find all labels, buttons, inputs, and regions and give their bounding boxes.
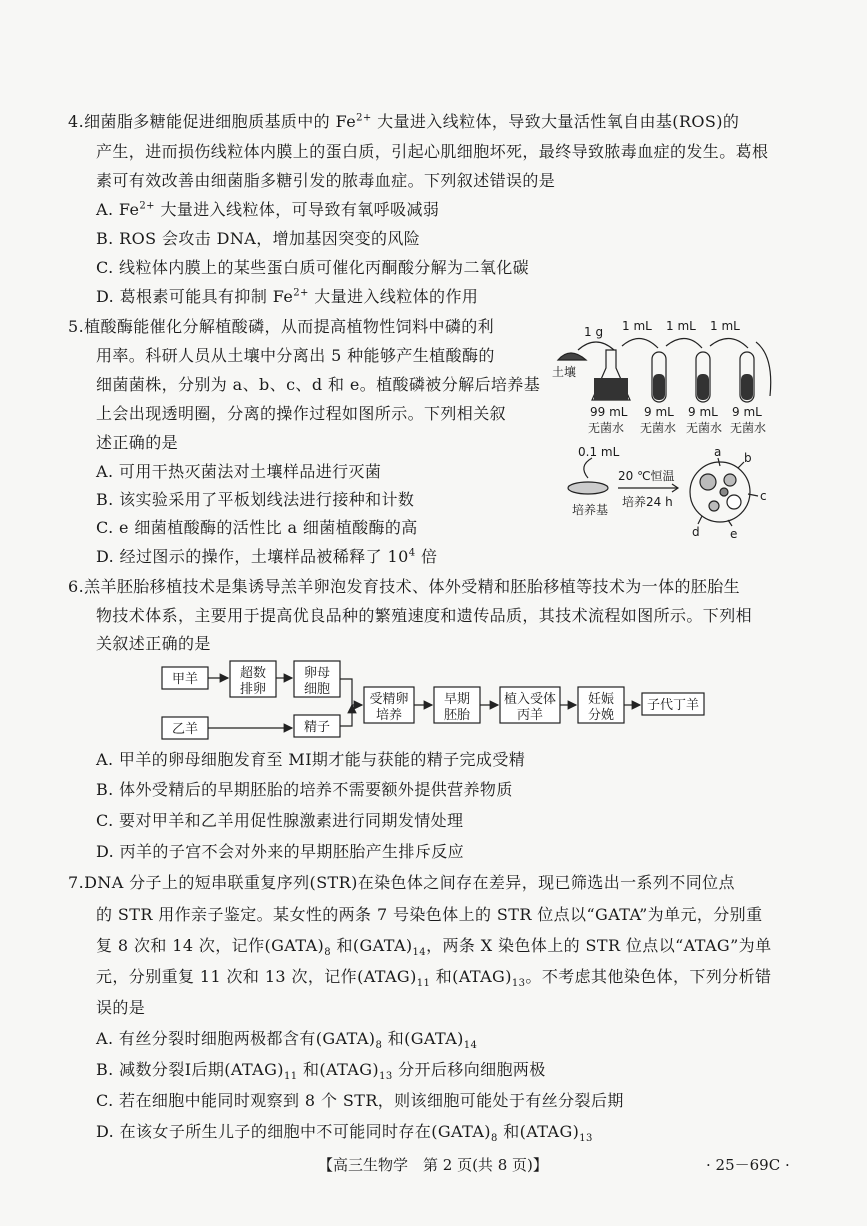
label-water-1: 无菌水 <box>588 421 625 435</box>
node-shoujingluan-2: 培养 <box>375 708 403 723</box>
node-shoujingluan-1: 受精卵 <box>369 692 409 707</box>
label-temperature: 20 ℃恒温 <box>618 469 675 483</box>
label-colony-b: b <box>744 451 752 465</box>
q5-option-b: B. 该实验采用了平板划线法进行接种和计数 <box>96 490 415 509</box>
q5-option-c: C. e 细菌植酸酶的活性比 a 细菌植酸酶的高 <box>96 518 418 537</box>
q4-option-d: D. 葛根素可能具有抑制 $Fe^{2+}$ 大量进入线粒体的作用 <box>96 287 479 306</box>
q7-stem-line-5: 误的是 <box>96 998 146 1017</box>
node-renshen-2: 分娩 <box>587 708 615 723</box>
q7-option-a: A. 有丝分裂时细胞两极都含有$(GATA)_8$ 和$(GATA)_{14}$ <box>96 1029 478 1052</box>
label-1g: 1 g <box>584 325 604 339</box>
q5-stem-line-4: 上会出现透明圈，分离的操作过程如图所示。下列相关叙 <box>96 404 507 423</box>
q7-stem-line-3: 复 8 次和 14 次，记作$(GATA)_8$ 和$(GATA)_{14}$，两条 X 染色体上的 STR 位点以“ATAG”为单 <box>96 936 772 959</box>
q4-number: 4. <box>68 112 85 131</box>
q6-option-b: B. 体外受精后的早期胚胎的培养不需要额外提供营养物质 <box>96 780 513 799</box>
node-jingzi: 精子 <box>303 720 331 735</box>
node-zaoqi-2: 胚胎 <box>443 708 471 723</box>
q5-stem-line-5: 述正确的是 <box>96 433 179 452</box>
label-1ml-c: 1 mL <box>710 319 740 333</box>
node-renshen-1: 妊娠 <box>587 692 615 707</box>
q7-stem-line-2: 的 STR 用作亲子鉴定。某女性的两条 7 号染色体上的 STR 位点以“GATA”为单元，分别重 <box>96 905 763 924</box>
q4-stem-line-3: 素可有效改善由细菌脂多糖引发的脓毒血症。下列叙述错误的是 <box>96 171 556 190</box>
label-0.1ml: 0.1 mL <box>578 445 620 459</box>
q5-stem-line-3: 细菌菌株，分别为 a、b、c、d 和 e。植酸磷被分解后培养基 <box>96 375 541 394</box>
q6-option-d: D. 丙羊的子宫不会对外来的早期胚胎产生排斥反应 <box>96 842 465 861</box>
exam-code: · 25－69C · <box>706 1156 790 1174</box>
node-zhiru-2: 丙羊 <box>516 708 544 723</box>
label-9ml-a: 9 mL <box>644 405 674 419</box>
q4-stem-line-2: 产生，进而损伤线粒体内膜上的蛋白质，引起心肌细胞坏死，最终导致脓毒血症的发生。葛根 <box>96 142 769 161</box>
node-zhiru-1: 植入受体 <box>503 692 557 707</box>
q4-option-c: C. 线粒体内膜上的某些蛋白质可催化丙酮酸分解为二氧化碳 <box>96 258 530 277</box>
q5-number: 5. <box>68 317 85 336</box>
label-time: 培养24 h <box>622 495 673 509</box>
page-footer: 【高三生物学 第 2 页(共 8 页)】 <box>318 1156 548 1174</box>
q7-stem-line-1: 7.DNA 分子上的短串联重复序列(STR)在染色体之间存在差异，现已筛选出一系列不同位点 <box>68 873 735 892</box>
q5-dilution-figure <box>548 316 778 560</box>
node-zaoqi-1: 早期 <box>443 692 471 707</box>
q6-stem-line-3: 关叙述正确的是 <box>96 634 211 653</box>
label-9ml-b: 9 mL <box>688 405 718 419</box>
q6-stem-line-1: 6.羔羊胚胎移植技术是集诱导羔羊卵泡发育技术、体外受精和胚胎移植等技术为一体的胚胎生 <box>68 577 741 596</box>
q7-option-d: D. 在该女子所生儿子的细胞中不可能同时存在$(GATA)_8$ 和$(ATAG)_{13}$ <box>96 1122 593 1145</box>
label-water-2: 无菌水 <box>640 421 677 435</box>
node-jia-yang: 甲羊 <box>171 672 199 687</box>
q5-option-a: A. 可用干热灭菌法对土壤样品进行灭菌 <box>96 462 382 481</box>
node-yi-yang: 乙羊 <box>171 722 199 737</box>
q5-stem-line-2: 用率。科研人员从土壤中分离出 5 种能够产生植酸酶的 <box>96 346 495 365</box>
label-99ml: 99 mL <box>590 405 628 419</box>
label-water-4: 无菌水 <box>730 421 767 435</box>
node-chaoshu-1: 超数 <box>239 666 267 681</box>
label-water-3: 无菌水 <box>686 421 723 435</box>
q6-flow-chart <box>158 657 718 745</box>
label-1ml-a: 1 mL <box>622 319 652 333</box>
q5-option-d: D. 经过图示的操作，土壤样品被稀释了 $10^4$ 倍 <box>96 547 438 566</box>
label-1ml-b: 1 mL <box>666 319 696 333</box>
label-9ml-c: 9 mL <box>732 405 762 419</box>
label-colony-e: e <box>730 527 738 541</box>
q7-option-c: C. 若在细胞中能同时观察到 8 个 STR，则该细胞可能处于有丝分裂后期 <box>96 1091 624 1110</box>
node-chaoshu-2: 排卵 <box>239 682 267 697</box>
q7-option-b: B. 减数分裂Ⅰ后期$(ATAG)_{11}$ 和$(ATAG)_{13}$ 分开后移向细胞两极 <box>96 1060 546 1083</box>
q6-option-a: A. 甲羊的卵母细胞发育至 MⅠ期才能与获能的精子完成受精 <box>96 750 526 769</box>
q6-number: 6. <box>68 577 85 596</box>
label-medium: 培养基 <box>572 503 609 517</box>
node-zidai: 子代丁羊 <box>646 698 700 713</box>
label-colony-c: c <box>760 489 767 503</box>
label-colony-d: d <box>692 525 700 539</box>
label-colony-a: a <box>714 445 722 459</box>
q4-stem-line-1: 4.细菌脂多糖能促进细胞质基质中的 $Fe^{2+}$ 大量进入线粒体，导致大量活性氧自由基(ROS)的 <box>68 112 740 131</box>
node-luanmu-2: 细胞 <box>303 682 331 697</box>
q5-stem-line-1: 5.植酸酶能催化分解植酸磷，从而提高植物性饲料中磷的利 <box>68 317 495 336</box>
q4-option-b: B. ROS 会攻击 DNA，增加基因突变的风险 <box>96 229 421 248</box>
q7-stem-line-4: 元，分别重复 11 次和 13 次，记作$(ATAG)_{11}$ 和$(ATAG)_{13}$。不考虑其他染色体，下列分析错 <box>96 967 772 990</box>
q7-number: 7. <box>68 873 85 892</box>
q4-option-a: A. $Fe^{2+}$ 大量进入线粒体，可导致有氧呼吸减弱 <box>96 200 440 219</box>
node-luanmu-1: 卵母 <box>303 666 331 681</box>
label-soil: 土壤 <box>552 365 577 379</box>
q6-stem-line-2: 物技术体系，主要用于提高优良品种的繁殖速度和遗传品质，其技术流程如图所示。下列相 <box>96 606 753 625</box>
q6-option-c: C. 要对甲羊和乙羊用促性腺激素进行同期发情处理 <box>96 811 464 830</box>
